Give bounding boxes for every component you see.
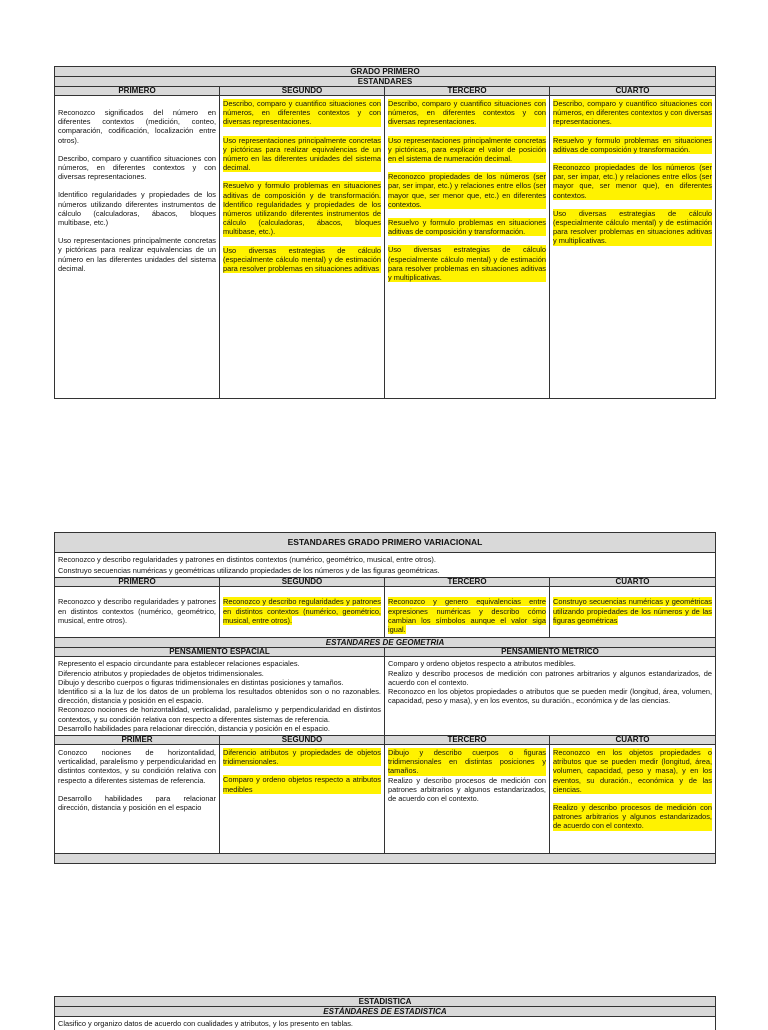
geo-segundo [220, 745, 385, 853]
standard-text: Dibujo y describo cuerpos o figuras tridimensionales en distintas posiciones y tamaños. [58, 677, 344, 687]
geo-tercero [385, 745, 550, 853]
col-tercero: TERCERO [385, 736, 550, 744]
standard-text: Reconozco nociones de horizontalidad, verticalidad, paralelismo y perpendicularidad en distintos contextos, y su condición relativa con respecto a diferentes sistemas de referencia. [58, 705, 381, 724]
espacial-text [55, 657, 385, 735]
standard-text: Reconozco significados del número en diferentes contextos (medición, conteo, comparación, codificación, localización entre otros). [58, 108, 216, 145]
col-cuarto: CUARTO [550, 578, 715, 586]
standard-text: Dibujo y describo cuerpos o figuras tridimensionales en distintas posiciones y tamaños. [388, 748, 546, 776]
standard-text: Uso diversas estrategias de cálculo (especialmente cálculo mental) y de estimación para resolver problemas en situaciones aditivas [223, 245, 381, 274]
standard-text: Conozco nociones de horizontalidad, verticalidad, paralelismo y perpendicularidad en distintos contextos, y su condición relativa con respecto a diferentes sistemas de referencia. [58, 748, 216, 785]
intro-line: Reconozco y describo regularidades y patrones en distintos contextos (numérico, geométrico, musical, entre otros). [58, 555, 436, 564]
standard-text: Resuelvo y formulo problemas en situaciones aditivas de composición y transformación. [388, 218, 546, 237]
standard-text: Identifico regularidades y propiedades de los números utilizando diferentes instrumentos de cálculo (calculadoras, ábacos, bloques multibase, etc.) [58, 190, 216, 228]
standard-text: Uso diversas estrategias de cálculo (especialmente cálculo mental) y de estimación para resolver problemas en situaciones aditivas y multiplicativas. [553, 208, 712, 246]
col-segundo: SEGUNDO [220, 87, 385, 95]
standard-text: Resuelvo y formulo problemas en situaciones aditivas de composición y de transformación. Identifico regularidades y propiedades de los números utilizando diferentes instrumentos de cálculo (calculadoras, ábacos, bloques multibase, etc.). [223, 181, 381, 237]
table-subtitle: ESTÁNDARES DE ESTADISTICA [55, 1007, 715, 1017]
col-tercero: TERCERO [385, 578, 550, 586]
standard-text: Describo, comparo y cuantifico situaciones con números, en diferentes contextos y con diversas representaciones. [553, 99, 712, 127]
standard-text: Reconozco y genero equivalencias entre expresiones numéricas y describo cómo cambian los símbolos aunque el valor siga igual. [388, 597, 546, 635]
standard-text: Identifico si a la luz de los datos de un problema los resultados obtenidos son o no razonables. dirección, distancia y posición en el espacio. [58, 687, 381, 706]
col-tercero: TERCERO [385, 87, 550, 95]
cell-segundo [220, 96, 385, 398]
var-segundo [220, 587, 385, 637]
intro-line: Clasifico y organizo datos de acuerdo con cualidades y atributos, y los presento en tablas. [58, 1019, 353, 1028]
standard-text: Construyo secuencias numéricas y geométricas utilizando propiedades de los números y de las figuras geométricas [553, 597, 712, 625]
standard-text: Diferencio atributos y propiedades de objetos tridimensionales. [223, 748, 381, 767]
standard-text: Comparo y ordeno objetos respecto a atributos medibles. [388, 659, 576, 669]
geo-cuarto [550, 745, 715, 853]
standard-text: Diferencio atributos y propiedades de objetos tridimensionales. [58, 668, 264, 678]
standard-text: Reconozco y describo regularidades y patrones en distintos contextos (numérico, geométrico, musical, entre otros). [223, 597, 381, 625]
standard-text: Uso representaciones principalmente concretas y pictóricas, para explicar el valor de posición en el sistema de numeración decimal. [388, 135, 546, 164]
standard-text: Uso diversas estrategias de cálculo (especialmente cálculo mental) y de estimación para resolver problemas en situaciones aditivas y multiplicativas. [388, 245, 546, 283]
estadistica-table [54, 996, 716, 1030]
var-tercero [385, 587, 550, 637]
standard-text: Realizo y describo procesos de medición con patrones arbitrarios y algunos estandarizados, de acuerdo con el contexto. [553, 803, 712, 831]
col-cuarto: CUARTO [550, 736, 715, 744]
standard-text: Uso representaciones principalmente concretas y pictóricas para realizar equivalencias de un número en las diferentes unidades del sistema decimal. [58, 236, 216, 273]
standard-text: Reconozco en los objetos propiedades o atributos que se pueden medir (longitud, área, volumen, capacidad, peso y masa), y en los eventos, su duración., económica y de las ciencias. [388, 687, 712, 706]
standard-text: Desarrollo habilidades para relacionar dirección, distancia y posición en el espacio. [58, 723, 330, 733]
standard-text: Realizo y describo procesos de medición con patrones arbitrarios y algunos estandarizados, de acuerdo con el contexto. [388, 775, 546, 804]
standard-text: Uso representaciones principalmente concretas y pictóricas para realizar equivalencias de un número en las diferentes unidades del sistema decimal. [223, 135, 381, 173]
cell-tercero [385, 96, 550, 398]
col-primero: PRIMERO [55, 578, 220, 586]
table-title: ESTADISTICA [55, 997, 715, 1007]
metrico-text [385, 657, 715, 735]
standard-text: Describo, comparo y cuantifico situaciones con números, en diferentes contextos y con diversas representaciones. [58, 153, 216, 182]
cell-primero [55, 96, 220, 398]
col-segundo: SEGUNDO [220, 736, 385, 744]
table-title: ESTANDARES GRADO PRIMERO VARIACIONAL [55, 533, 715, 553]
col-segundo: SEGUNDO [220, 578, 385, 586]
standard-text: Describo, comparo y cuantifico situaciones con números, en diferentes contextos y con diversas representaciones. [223, 99, 381, 127]
espacial-title: PENSAMIENTO ESPACIAL [55, 648, 385, 656]
table-subtitle: ESTANDARES [55, 77, 715, 87]
standard-text: Reconozco propiedades de los números (ser par, ser impar, etc.) y relaciones entre ellos (ser mayor que, ser menor que), en diferentes contextos. [553, 163, 712, 200]
standard-text: Desarrollo habilidades para relacionar dirección, distancia y posición en el espacio [58, 793, 216, 813]
standard-text: Reconozco en los objetos propiedades o atributos que se pueden medir (longitud, área, volumen, capacidad, peso y masa), y en los eventos, su duración., económica y de las ciencias. [553, 748, 712, 794]
standard-text: Reconozco propiedades de los números (ser par, ser impar, etc.) y relaciones entre ellos (ser mayor que, ser menor que, etc.) en diferentes contextos. [388, 172, 546, 209]
variacional-table [54, 532, 716, 864]
standard-text: Comparo y ordeno objetos respecto a atributos medibles [223, 775, 381, 794]
standard-text: Realizo y describo procesos de medición con patrones arbitrarios y algunos estandarizados, de acuerdo con el contexto. [388, 668, 712, 687]
standard-text: Describo, comparo y cuantifico situaciones con números, en diferentes contextos y con diversas representaciones. [388, 99, 546, 127]
geometry-title: ESTANDARES DE GEOMETRIA [55, 638, 715, 648]
var-primero [55, 587, 220, 637]
col-cuarto: CUARTO [550, 87, 715, 95]
table-title: GRADO PRIMERO [55, 67, 715, 77]
col-primero: PRIMERO [55, 87, 220, 95]
var-cuarto [550, 587, 715, 637]
cell-cuarto [550, 96, 715, 398]
footer-bar [55, 854, 715, 863]
col-primer: PRIMER [55, 736, 220, 744]
standard-text: Reconozco y describo regularidades y patrones en distintos contextos (numérico, geométrico, musical, entre otros). [58, 597, 216, 625]
grado-primero-table [54, 66, 716, 399]
standard-text: Represento el espacio circundante para establecer relaciones espaciales. [58, 659, 300, 669]
metrico-title: PENSAMIENTO METRICO [385, 648, 715, 656]
geo-primer [55, 745, 220, 853]
standard-text: Resuelvo y formulo problemas en situaciones aditivas de composición y transformación. [553, 135, 712, 154]
intro-line: Construyo secuencias numéricas y geométricas utilizando propiedades de los números y de las figuras geométricas. [55, 566, 715, 578]
